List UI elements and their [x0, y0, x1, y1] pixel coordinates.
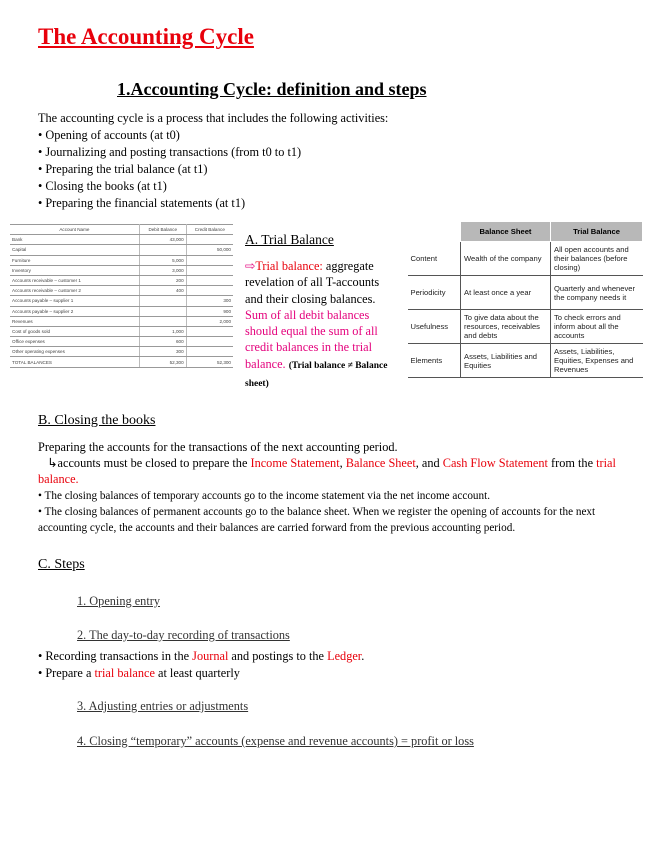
column-header: Credit Balance	[186, 225, 233, 235]
table-row	[408, 344, 643, 378]
section-1-heading: 1.Accounting Cycle: definition and steps	[117, 79, 427, 99]
closing-books-text	[38, 439, 643, 536]
list-item	[38, 665, 364, 682]
table-cell: 50,000	[186, 245, 233, 255]
table-cell: 300	[139, 347, 186, 357]
table-row	[10, 255, 233, 265]
table-cell: Accounts receivable – customer 2	[10, 286, 139, 296]
comparison-table	[407, 221, 642, 378]
balance-term: balance	[38, 472, 76, 486]
table-row	[10, 347, 233, 357]
closing-books-requirement	[38, 455, 643, 487]
table-cell: 200	[139, 275, 186, 285]
section-c-heading	[38, 557, 85, 573]
table-cell	[186, 337, 233, 347]
column-header: Balance Sheet	[461, 222, 551, 242]
table-cell: Capital	[10, 245, 139, 255]
table-row	[10, 235, 233, 245]
table-cell	[139, 296, 186, 306]
table-cell: Cost of goods sold	[10, 326, 139, 336]
table-cell: 400	[139, 286, 186, 296]
text-span: and postings to the	[228, 649, 328, 663]
table-cell: All open accounts and their balances (before closing)	[551, 242, 643, 276]
cash-flow-term: Cash Flow Statement	[442, 456, 548, 470]
column-header: Account Name	[10, 225, 139, 235]
table-cell: 1,000	[139, 326, 186, 336]
table-cell: 300	[186, 296, 233, 306]
table-row	[10, 286, 233, 296]
text-span: Recording transactions in the	[45, 649, 193, 663]
table-cell	[186, 286, 233, 296]
table-cell: Accounts payable – supplier 1	[10, 296, 139, 306]
table-header-row	[10, 225, 233, 235]
column-header: Debit Balance	[139, 225, 186, 235]
table-cell: Usefulness	[408, 310, 461, 344]
table-row	[10, 316, 233, 326]
activities-list	[38, 127, 301, 212]
text-span: .	[75, 472, 79, 486]
income-statement-term: Income Statement	[250, 456, 340, 470]
table-cell	[139, 245, 186, 255]
text-span: Prepare a	[45, 666, 95, 680]
trial-balance-note: (Trial balance ≠ Balance sheet)	[245, 360, 388, 390]
table-cell: To check errors and inform about all the accounts	[551, 310, 643, 344]
table-cell: Quarterly and whenever the company needs it	[551, 276, 643, 310]
section-b-heading	[38, 413, 155, 429]
section-b-heading-text: B. Closing the books	[38, 413, 156, 428]
table-cell: 3,000	[139, 265, 186, 275]
table-cell: Bank	[10, 235, 139, 245]
journal-term: Journal	[192, 649, 229, 663]
table-cell: Elements	[408, 344, 461, 378]
table-cell: Assets, Liabilities and Equities	[461, 344, 551, 378]
table-row	[408, 242, 643, 276]
table-cell	[186, 235, 233, 245]
table-cell: 5,000	[139, 255, 186, 265]
text-span: accounts must be closed to prepare the	[57, 456, 251, 470]
table-cell: 52,300	[139, 357, 186, 367]
table-cell: Assets, Liabilities, Equities, Expenses and Revenues	[551, 344, 643, 378]
ledger-term: Ledger	[327, 649, 362, 663]
table-row	[10, 265, 233, 275]
text-span: at least quarterly	[154, 666, 240, 680]
arrow-icon: ⇨	[245, 259, 256, 273]
column-header: Trial Balance	[551, 222, 643, 242]
table-cell: 900	[186, 306, 233, 316]
step-3-heading: 3. Adjusting entries or adjustments	[77, 699, 249, 713]
table-cell: Inventory	[10, 265, 139, 275]
table-cell: Office expenses	[10, 337, 139, 347]
table-cell: Furniture	[10, 255, 139, 265]
table-row	[10, 275, 233, 285]
text-span: .	[361, 649, 365, 663]
text-span: ,	[339, 456, 346, 470]
table-cell	[186, 347, 233, 357]
table-cell: Revenues	[10, 316, 139, 326]
table-row	[10, 296, 233, 306]
list-item	[38, 648, 364, 665]
document-title: The Accounting Cycle	[38, 24, 254, 49]
trial-balance-term: Trial balance:	[255, 259, 323, 273]
step-4-heading: 4. Closing “temporary” accounts (expense and revenue accounts) = profit or loss	[77, 734, 474, 748]
table-cell: 600	[139, 337, 186, 347]
table-cell: TOTAL BALANCES	[10, 357, 139, 367]
list-item: • Preparing the trial balance (at t1)	[38, 161, 301, 178]
table-cell: Wealth of the company	[461, 242, 551, 276]
balance-rule-text: Sum of all debit balances should equal the sum of all credit balances in the trial balance.	[245, 307, 378, 371]
section-1-intro: The accounting cycle is a process that includes the following activities:	[38, 111, 389, 125]
table-cell	[186, 326, 233, 336]
bullet-icon: •	[38, 506, 42, 518]
table-cell: 2,000	[186, 316, 233, 326]
table-row	[408, 310, 643, 344]
table-cell	[186, 265, 233, 275]
arrow-icon: ↳	[47, 456, 58, 470]
trial-balance-definition	[245, 258, 395, 392]
table-cell	[139, 316, 186, 326]
permanent-accounts-note	[38, 504, 643, 536]
section-c-heading-text: C. Steps	[38, 557, 85, 572]
table-cell: 52,300	[186, 357, 233, 367]
table-cell	[139, 306, 186, 316]
table-cell: To give data about the resources, receivables and debts	[461, 310, 551, 344]
table-row	[10, 357, 233, 367]
table-row	[10, 306, 233, 316]
table-row	[10, 245, 233, 255]
trial-balance-term: trial balance	[94, 666, 155, 680]
trial-term: trial	[596, 456, 616, 470]
table-cell: Accounts receivable – customer 1	[10, 275, 139, 285]
section-a-heading	[245, 232, 334, 248]
table-row	[408, 276, 643, 310]
text-span: The closing balances of temporary accounts go to the income statement via the net income account.	[44, 490, 491, 502]
step-1-heading: 1. Opening entry	[77, 594, 160, 608]
text-span: from the	[547, 456, 597, 470]
step-2-list	[38, 648, 364, 682]
text-span: The closing balances of permanent accounts go to the balance sheet. When we register the opening of accounts for the next accounting cycle, the accounts and their balances are carried forward from the previous accounting period.	[38, 506, 596, 534]
table-cell	[186, 255, 233, 265]
table-row	[10, 337, 233, 347]
balance-sheet-term: Balance Sheet	[345, 456, 416, 470]
step-2-heading: 2. The day-to-day recording of transactions	[77, 628, 290, 642]
closing-books-intro: Preparing the accounts for the transactions of the next accounting period.	[38, 440, 398, 454]
list-item: • Opening of accounts (at t0)	[38, 127, 301, 144]
table-cell: 43,000	[139, 235, 186, 245]
temporary-accounts-note	[38, 488, 643, 504]
table-cell: Other operating expenses	[10, 347, 139, 357]
table-cell	[186, 275, 233, 285]
list-item: • Journalizing and posting transactions (from t0 to t1)	[38, 144, 301, 161]
table-cell: Periodicity	[408, 276, 461, 310]
table-cell: Content	[408, 242, 461, 276]
section-a-heading-text: A. Trial Balance	[245, 232, 334, 247]
table-cell: Accounts payable – supplier 2	[10, 306, 139, 316]
list-item: • Preparing the financial statements (at t1)	[38, 195, 301, 212]
trial-balance-table	[10, 224, 233, 382]
table-row	[10, 326, 233, 336]
text-span: , and	[415, 456, 443, 470]
table-cell: At least once a year	[461, 276, 551, 310]
column-header	[408, 222, 461, 242]
list-item: • Closing the books (at t1)	[38, 178, 301, 195]
bullet-icon: •	[38, 490, 42, 502]
definition-text: aggregate revelation of all T-accounts and their closing balances.	[245, 259, 380, 306]
table-header-row	[408, 222, 643, 242]
